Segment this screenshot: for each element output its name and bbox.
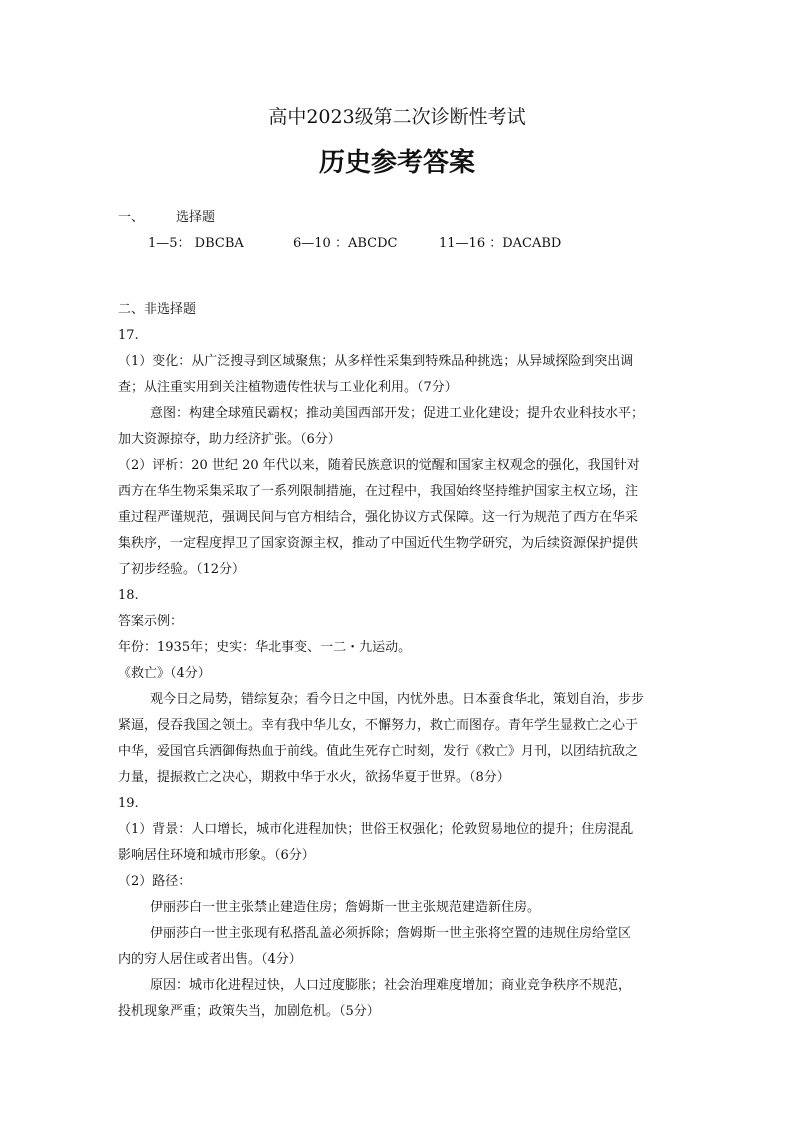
- paragraph-line: 原因：城市化进程过快，人口过度膨胀；社会治理难度增加；商业竞争秩序不规范，: [150, 978, 632, 993]
- paragraph-line: 意图：构建全球殖民霸权；推动美国西部开发；促进工业化建设；提升农业科技水平；: [150, 406, 645, 421]
- section-1-title: 选择题: [176, 210, 216, 225]
- paragraph-line: 力量，提振救亡之决心，期救中华于水火，欲扬华夏于世界。（8分）: [118, 770, 510, 785]
- paragraph-line: 《救亡》（4分）: [118, 666, 211, 681]
- paragraph-line: 集秩序，一定程度捍卫了国家资源主权，推动了中国近代生物学研究，为后续资源保护提供: [118, 536, 639, 551]
- section-2-heading: 二、非选择题: [118, 302, 197, 317]
- paragraph-line: 观今日之局势，错综复杂；看今日之中国，内忧外患。日本蚕食华北，策划自治，步步: [150, 692, 645, 707]
- paragraph-line: 查；从注重实用到关注植物遗传性状与工业化利用。（7分）: [118, 380, 458, 395]
- paragraph-line: （1）变化：从广泛搜寻到区域聚焦；从多样性采集到特殊品种挑选；从异域探险到突出调: [118, 354, 634, 369]
- paragraph-line: 伊丽莎白一世主张禁止建造住房；詹姆斯一世主张规范建造新住房。: [150, 900, 541, 915]
- document-subtitle: 历史参考答案: [318, 148, 475, 178]
- paragraph-line: 紧逼，侵吞我国之领土。幸有我中华儿女，不懈努力，救亡而图存。青年学生显救亡之心于: [118, 718, 639, 733]
- section-1-number: 一、: [118, 210, 145, 225]
- question-number-17: 17.: [118, 328, 139, 343]
- paragraph-line: 了初步经验。（12分）: [118, 562, 246, 577]
- paragraph-line: 答案示例：: [118, 614, 184, 629]
- paragraph-line: （1）背景：人口增长，城市化进程加快；世俗王权强化；伦敦贸易地位的提升；住房混乱: [118, 822, 634, 837]
- paragraph-line: 投机现象严重；政策失当，加剧危机。（5分）: [118, 1004, 380, 1019]
- paragraph-line: 伊丽莎白一世主张现有私搭乱盖必须拆除；詹姆斯一世主张将空置的违规住房给堂区: [150, 926, 632, 941]
- multiple-choice-answers: [148, 234, 561, 254]
- paragraph-line: 加大资源掠夺，助力经济扩张。（6分）: [118, 432, 341, 447]
- paragraph-line: 中华，爱国官兵洒御侮热血于前线。值此生死存亡时刻，发行《救亡》月刊，以团结抗敌之: [118, 744, 639, 759]
- paragraph-line: 重过程严谨规范，强调民间与官方相结合，强化协议方式保障。这一行为规范了西方在华采: [118, 510, 639, 525]
- paragraph-line: 年份：1935年；史实：华北事变、一二・九运动。: [118, 640, 412, 655]
- paragraph-line: 影响居住环境和城市形象。（6分）: [118, 848, 315, 863]
- paragraph-line: （2）评析：20 世纪 20 年代以来，随着民族意识的觉醒和国家主权观念的强化，我国针对: [118, 458, 640, 473]
- question-number-18: 18.: [118, 588, 139, 603]
- question-number-19: 19.: [118, 796, 139, 811]
- paragraph-line: 内的穷人居住或者出售。（4分）: [118, 952, 302, 967]
- answer-group-2: 6—10 ：ABCDC: [293, 236, 398, 251]
- section-1-heading: [118, 208, 215, 228]
- answer-group-3: 11—16 ：DACABD: [439, 236, 562, 251]
- paragraph-line: （2）路径：: [118, 874, 192, 889]
- paragraph-line: 西方在华生物采集采取了一系列限制措施，在过程中，我国始终坚持维护国家主权立场，注: [118, 484, 639, 499]
- answer-group-1: 1—5： DBCBA: [148, 236, 244, 251]
- exam-title: 高中2023级第二次诊断性考试: [268, 106, 526, 128]
